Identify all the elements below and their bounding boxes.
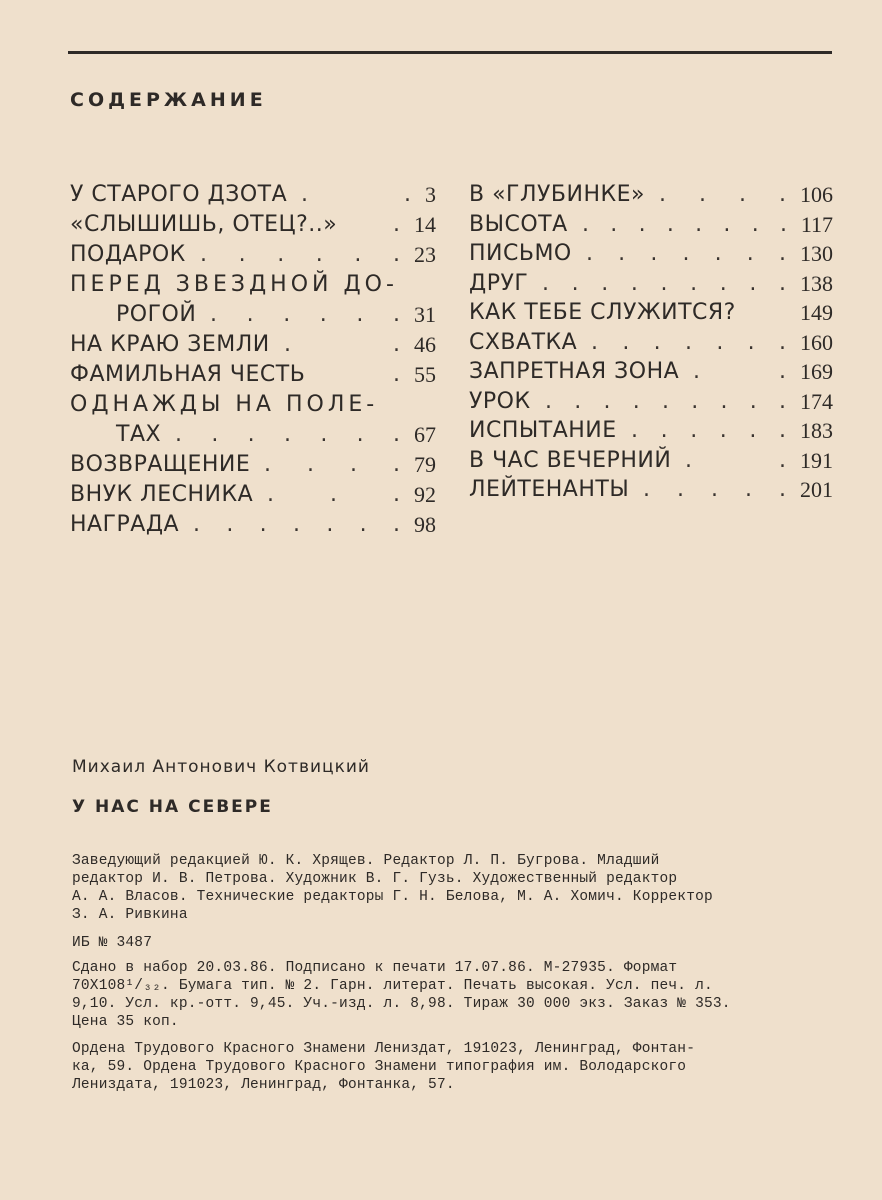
imprint-line: ка, 59. Ордена Трудового Красного Знамени типография им. Володарского [72,1059,687,1075]
toc-entry [469,239,833,269]
leader-dot: . [690,270,698,296]
toc-entry-leader [582,210,787,240]
imprint-publisher [72,1040,834,1094]
toc-entry-title: ВЫСОТА [469,211,568,237]
leader-dot: . [638,211,646,237]
leader-dot: . [622,329,630,355]
toc-entry-title: НА КРАЮ ЗЕМЛИ [70,332,270,357]
author-name: Михаил Антонович Котвицкий [72,757,370,777]
toc-entry [70,180,436,210]
leader-dot: . [618,241,626,266]
toc-left-column [70,180,436,540]
toc-entry-page: 169 [800,359,833,384]
leader-dot: . [662,388,669,414]
leader-dot: . [319,302,327,327]
toc-entry-page: 14 [414,212,436,237]
leader-dot: . [723,211,731,237]
leader-dot: . [226,512,234,537]
leader-dot: . [574,388,582,414]
leader-dot: . [545,388,552,414]
leader-dot: . [699,182,706,207]
toc-entry-title: СХВАТКА [469,329,578,355]
leader-dot: . [666,211,674,237]
toc-entry-title: ВОЗВРАЩЕНИЕ [70,452,251,477]
toc-entry-leader [284,330,400,360]
leader-dot: . [695,211,703,237]
toc-entry [70,480,436,510]
book-title: У НАС НА СЕВЕРЕ [72,797,273,817]
leader-dot: . [739,182,746,207]
top-rule [68,51,832,54]
leader-dot: . [238,242,246,267]
toc-entry-page: 46 [414,332,436,357]
leader-dot: . [778,329,786,355]
leader-dot: . [610,211,618,237]
toc-entry-leader [659,180,786,210]
toc-entry-title: ЛЕЙТЕНАНТЫ [469,477,630,502]
leader-dot: . [393,362,400,387]
imprint-line: Заведующий редакцией Ю. К. Хрящев. Редактор Л. П. Бугрова. Младший [72,853,660,869]
leader-dot: . [749,418,757,443]
toc-entry-page: 138 [800,270,833,296]
toc-entry [70,240,436,270]
leader-dot: . [542,270,549,296]
leader-dot: . [283,302,291,327]
leader-dot: . [277,242,285,267]
toc-entry-title: ПЕРЕД ЗВЕЗДНОЙ ДО- [70,272,398,297]
leader-dot: . [350,452,357,477]
toc-entry-page: 191 [800,447,833,473]
leader-dot: . [175,422,182,447]
toc-entry-page: 183 [800,418,833,443]
leader-dot: . [691,388,699,414]
leader-dot: . [307,452,314,477]
leader-dot: . [779,447,786,473]
toc-entry [469,269,833,299]
leader-dot: . [247,422,255,447]
toc-entry [70,270,436,300]
toc-entry [70,330,436,360]
toc-entry-title: «СЛЫШИШЬ, ОТЕЦ?..» [70,212,338,237]
leader-dot: . [200,242,207,267]
leader-dot: . [601,270,609,296]
leader-dot: . [747,329,755,355]
leader-dot: . [751,211,759,237]
toc-entry-page: 130 [800,241,833,266]
leader-dot: . [719,418,727,443]
toc-entry-title: ПИСЬМО [469,241,572,266]
leader-dot: . [779,388,786,414]
leader-dot: . [582,211,589,237]
imprint-line: редактор И. В. Петрова. Художник В. Г. Гузь. Художественный редактор [72,871,678,887]
toc-entry-title: УРОК [469,388,531,414]
leader-dot: . [320,422,328,447]
leader-dot: . [779,211,787,237]
leader-dot: . [749,270,757,296]
toc-entry-leader [351,210,400,240]
leader-dot: . [571,270,579,296]
toc-entry [469,210,833,240]
leader-dot: . [779,477,786,502]
leader-dot: . [685,447,692,473]
leader-dot: . [393,482,400,507]
leader-dot: . [660,418,668,443]
toc-entry-title: В ЧАС ВЕЧЕРНИЙ [469,447,672,473]
leader-dot: . [653,329,661,355]
toc-entry-leader [193,510,400,540]
leader-dot: . [603,388,611,414]
toc-entry-leader [643,475,786,505]
imprint-line: Ордена Трудового Красного Знамени Лениздат, 191023, Ленинград, Фонтан- [72,1041,696,1057]
leader-dot: . [392,302,400,327]
imprint-line: 9,10. Усл. кр.-отт. 9,45. Уч.-изд. л. 8,98. Тираж 30 000 экз. Заказ № 353. [72,996,731,1012]
leader-dot: . [393,452,400,477]
leader-dot: . [330,482,337,507]
leader-dot: . [392,242,400,267]
leader-dot: . [283,422,291,447]
leader-dot: . [404,182,411,207]
toc-entry [70,450,436,480]
toc-entry-leader [319,360,400,390]
leader-dot: . [660,270,668,296]
leader-dot: . [393,332,400,357]
toc-entry-page: 201 [800,477,833,502]
leader-dot: . [354,242,362,267]
toc-right-column [469,180,833,505]
imprint-line: Сдано в набор 20.03.86. Подписано к печати 17.07.86. М-27935. Формат [72,960,678,976]
toc-entry [469,387,833,417]
leader-dot: . [392,512,400,537]
toc-entry-leader [591,328,786,358]
toc-entry-page: 31 [414,302,436,327]
leader-dot: . [714,241,722,266]
toc-entry-title: ИСПЫТАНИЕ [469,418,617,443]
leader-dot: . [392,422,400,447]
leader-dot: . [778,241,786,266]
leader-dot: . [301,182,308,207]
leader-dot: . [359,512,367,537]
leader-dot: . [193,512,200,537]
toc-entry-title: КАК ТЕБЕ СЛУЖИТСЯ? [469,300,736,325]
toc-entry [469,298,833,328]
imprint-line: 70Х108¹/₃₂. Бумага тип. № 2. Гарн. литерат. Печать высокая. Усл. печ. л. [72,978,713,994]
leader-dot: . [778,418,786,443]
toc-entry-title: У СТАРОГО ДЗОТА [70,182,288,207]
leader-dot: . [659,182,666,207]
leader-dot: . [356,302,364,327]
imprint-line: З. А. Ривкина [72,907,188,923]
toc-entry-page: 92 [414,482,436,507]
leader-dot: . [632,388,640,414]
toc-entry-leader [264,450,400,480]
toc-entry-leader [631,416,786,446]
toc-entry-page: 67 [414,422,436,447]
toc-entry [469,475,833,505]
toc-entry-page: 117 [800,211,833,237]
toc-entry-leader [200,240,400,270]
toc-entry [469,446,833,476]
toc-entry [70,420,436,450]
toc-entry-title: В «ГЛУБИНКЕ» [469,182,645,207]
toc-entry-leader [542,269,786,299]
toc-entry-title: ФАМИЛЬНАЯ ЧЕСТЬ [70,362,306,387]
leader-dot: . [745,477,752,502]
leader-dot: . [586,241,593,266]
leader-dot: . [643,477,650,502]
toc-entry-leader [693,357,786,387]
imprint-line: Цена 35 коп. [72,1014,179,1030]
toc-entry-title: РОГОЙ [116,302,197,327]
toc-entry-leader [301,180,411,210]
toc-entry-page: 106 [800,182,833,207]
leader-dot: . [684,329,692,355]
toc-entry-leader [685,446,786,476]
leader-dot: . [246,302,254,327]
toc-entry-page: 79 [414,452,436,477]
toc-entry-title: ПОДАРОК [70,242,186,267]
toc-entry-title: ДРУГ [469,270,529,296]
leader-dot: . [779,359,786,384]
leader-dot: . [630,270,638,296]
leader-dot: . [284,332,291,357]
toc-entry [469,328,833,358]
toc-entry [469,416,833,446]
leader-dot: . [356,422,364,447]
leader-dot: . [393,212,400,237]
imprint-line: А. А. Власов. Технические редакторы Г. Н. Белова, М. А. Хомич. Корректор [72,889,713,905]
leader-dot: . [259,512,267,537]
leader-dot: . [315,242,323,267]
imprint-line: Лениздата, 191023, Ленинград, Фонтанка, 57. [72,1077,455,1093]
toc-entry [70,300,436,330]
leader-dot: . [746,241,754,266]
toc-entry-leader [175,420,400,450]
leader-dot: . [292,512,300,537]
toc-entry-title: ЗАПРЕТНАЯ ЗОНА [469,359,680,384]
toc-entry-title: ВНУК ЛЕСНИКА [70,482,254,507]
leader-dot: . [326,512,334,537]
toc-entry-page: 160 [800,329,833,355]
leader-dot: . [677,477,684,502]
leader-dot: . [779,270,786,296]
leader-dot: . [264,452,271,477]
toc-entry-page: 149 [800,300,833,325]
leader-dot: . [720,388,728,414]
leader-dot: . [267,482,274,507]
toc-entry-page: 55 [414,362,436,387]
leader-dot: . [716,329,724,355]
leader-dot: . [210,302,217,327]
toc-entry-title: ОДНАЖДЫ НА ПОЛЕ- [70,392,379,417]
toc-entry-page: 23 [414,242,436,267]
toc-entry [469,180,833,210]
toc-entry-leader [586,239,786,269]
toc-entry [70,210,436,240]
leader-dot: . [693,359,700,384]
imprint-print-details [72,959,834,1031]
imprint-credits [72,852,834,924]
toc-entry [70,390,436,420]
leader-dot: . [211,422,219,447]
toc-entry-title: ТАХ [116,422,162,447]
leader-dot: . [682,241,690,266]
toc-entry-page: 98 [414,512,436,537]
leader-dot: . [749,388,757,414]
toc-entry-leader [545,387,786,417]
toc-entry-page: 3 [425,182,436,207]
leader-dot: . [690,418,698,443]
leader-dot: . [711,477,718,502]
leader-dot: . [779,182,786,207]
imprint-line: ИБ № 3487 [72,935,153,951]
leader-dot: . [719,270,727,296]
toc-entry [469,357,833,387]
toc-entry [70,510,436,540]
leader-dot: . [631,418,638,443]
imprint-ib [72,934,834,952]
leader-dot: . [591,329,598,355]
toc-entry-leader [267,480,400,510]
toc-entry [70,360,436,390]
toc-entry-title: НАГРАДА [70,512,180,537]
toc-entry-page: 174 [800,388,833,414]
leader-dot: . [650,241,658,266]
contents-heading: СОДЕРЖАНИЕ [70,89,267,111]
toc-entry-leader [210,300,400,330]
